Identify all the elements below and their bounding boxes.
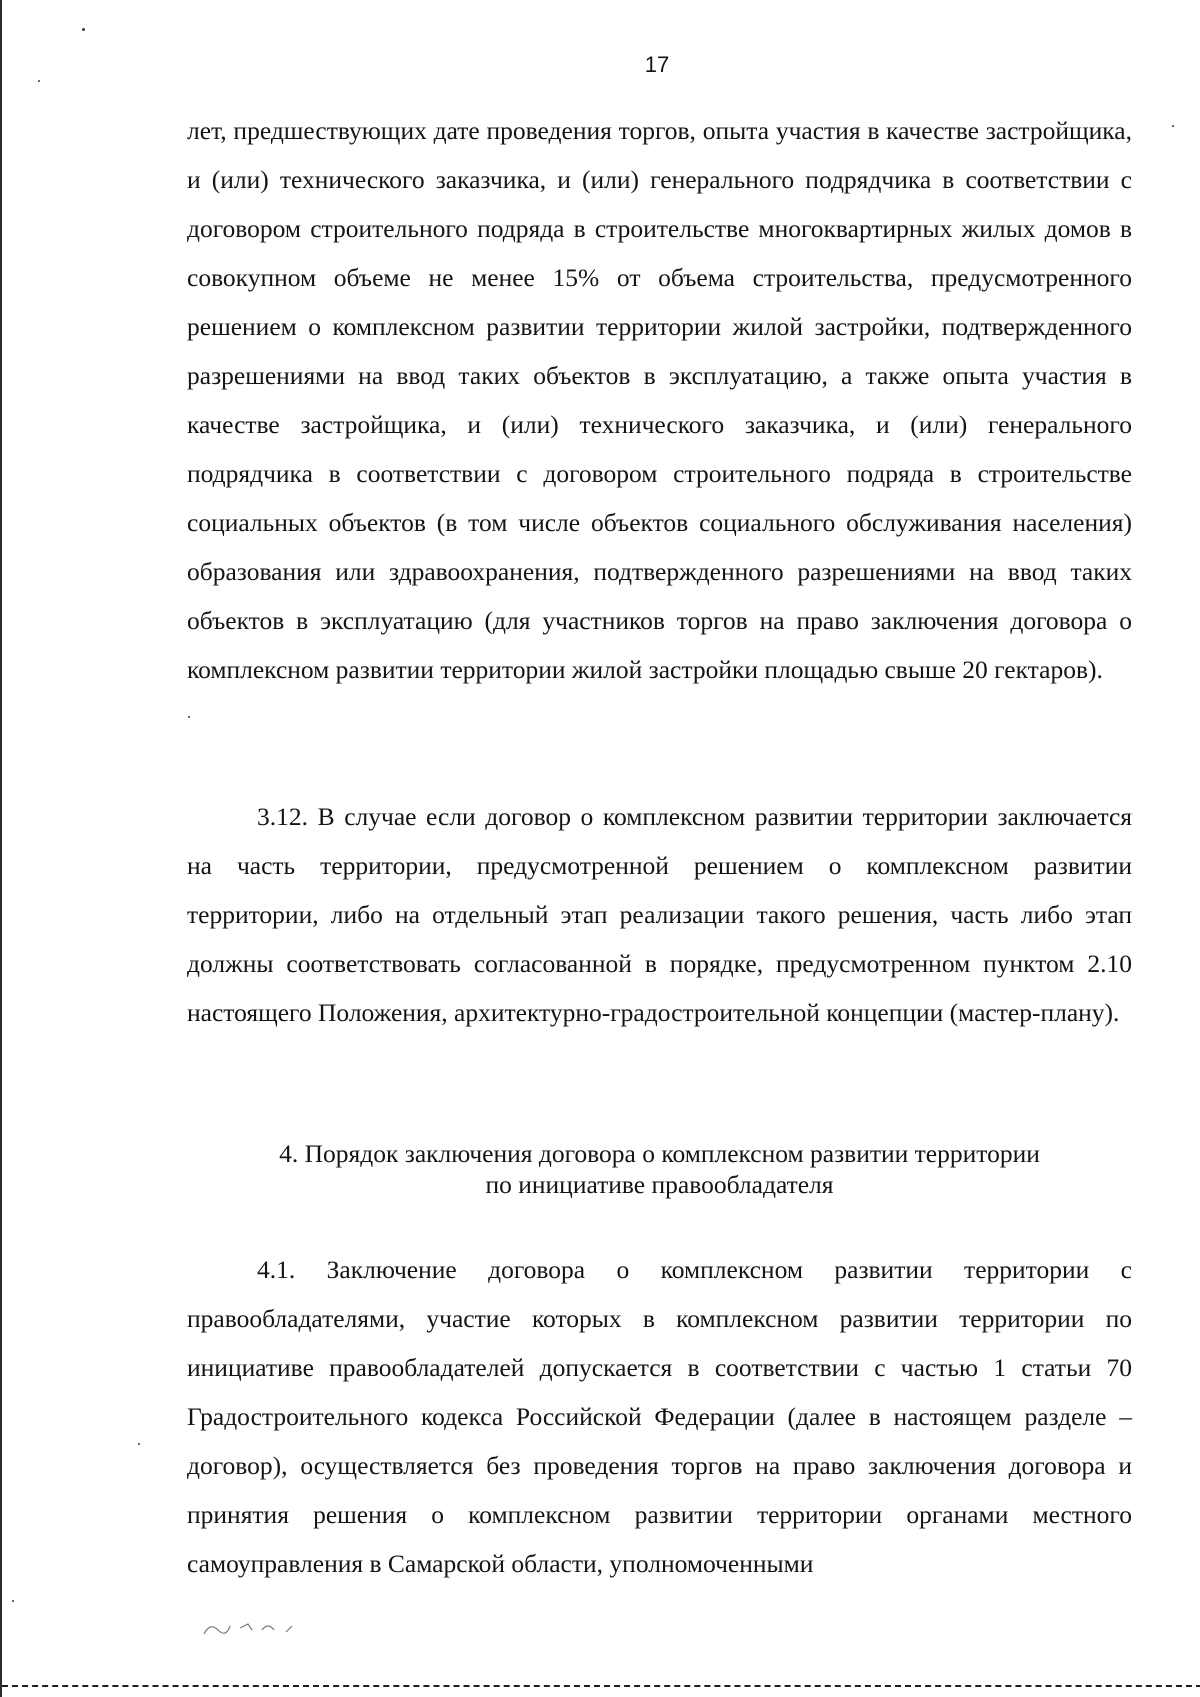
bottom-rule	[2, 1685, 1200, 1687]
scan-artifact-scribble-icon	[200, 1612, 320, 1640]
paragraph-4-1: 4.1. Заключение договора о комплексном развитии территории с правообладателями, участие которых в комплексном развитии территории по инициативе правообладателей допускается в соответствии с частью 1 статьи 70 Градостроительного кодекса Российской Федерации (далее в настоящем разделе – договор), осуществляется без проведения торгов на право заключения договора и принятия решения о комплексном развитии территории органами местного самоуправления в Самарской области, уполномоченными	[187, 1255, 1132, 1578]
scan-speck	[38, 80, 40, 82]
paragraph-3-12: 3.12. В случае если договор о комплексном развитии территории заключается на часть территории, предусмотренной решением о комплексном развитии территории, либо на отдельный этап реализации такого решения, часть либо этап должны соответствовать согласованной в порядке, предусмотренном пунктом 2.10 настоящего Положения, архитектурно-градостроительной концепции (мастер-плану).	[187, 802, 1132, 1027]
scan-speck	[12, 1600, 14, 1602]
scan-speck	[188, 716, 190, 718]
scan-speck	[138, 1443, 140, 1445]
page-number: 17	[644, 52, 670, 77]
section-4-heading	[187, 1138, 1132, 1200]
scan-speck	[1172, 125, 1174, 127]
section-heading-line-2: по инициативе правообладателя	[485, 1170, 834, 1199]
scan-speck	[82, 28, 85, 31]
paragraph-continued: лет, предшествующих дате проведения торгов, опыта участия в качестве застройщика, и (или) технического заказчика, и (или) генерального подрядчика в соответствии с договором строительного подряда в строительстве многоквартирных жилых домов в совокупном объеме не менее 15% от объема строительства, предусмотренного решением о комплексном развитии территории жилой застройки, подтвержденного разрешениями на ввод таких объектов в эксплуатацию, а также опыта участия в качестве застройщика, и (или) технического заказчика, и (или) генерального подрядчика в соответствии с договором строительного подряда в строительстве социальных объектов (в том числе объектов социального обслуживания населения) образования или здравоохранения, подтвержденного разрешениями на ввод таких объектов в эксплуатацию (для участников торгов на право заключения договора о комплексном развитии территории жилой застройки площадью свыше 20 гектаров).	[187, 116, 1132, 684]
section-heading-line-1: 4. Порядок заключения договора о комплексном развитии территории	[279, 1139, 1040, 1168]
